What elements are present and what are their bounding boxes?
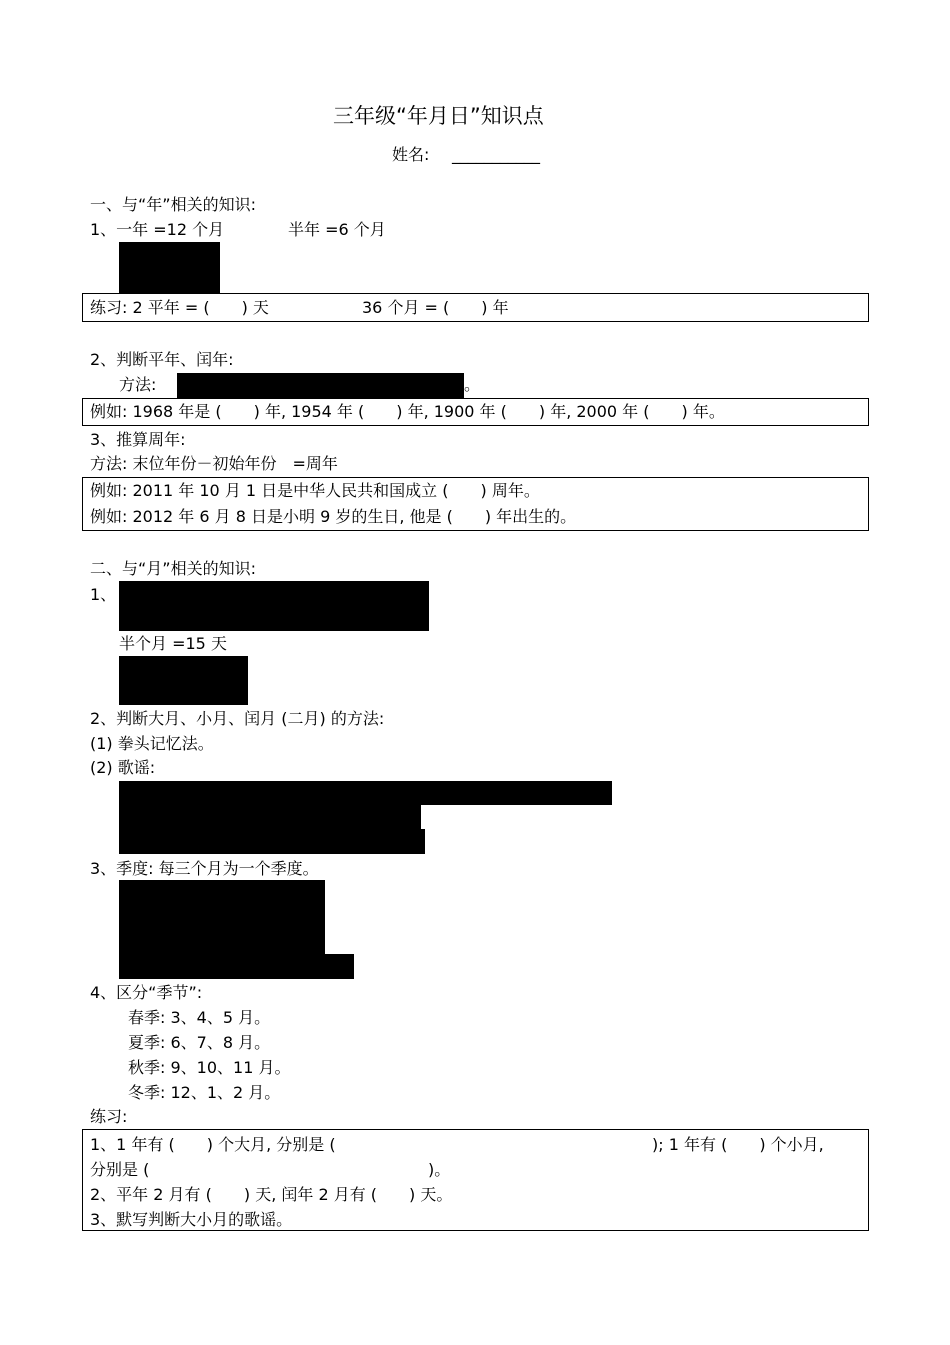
- year-months: 1、一年 =12 个月: [90, 220, 225, 239]
- redaction-block: [119, 805, 421, 829]
- redaction-block: [119, 880, 325, 954]
- section-1-heading: 一、与“年”相关的知识:: [90, 195, 256, 214]
- leap-method-label: 方法:: [119, 375, 157, 394]
- redaction-block: [119, 829, 425, 854]
- redaction-block: [119, 581, 429, 631]
- redaction-block: [119, 954, 354, 979]
- quarter-heading: 3、季度: 每三个月为一个季度。: [90, 859, 319, 878]
- practice-q2: 2、平年 2 月有 ( ) 天, 闰年 2 月有 ( ) 天。: [90, 1185, 453, 1204]
- season-winter: 冬季: 12、1、2 月。: [128, 1083, 281, 1102]
- leap-year-heading: 2、判断平年、闰年:: [90, 350, 234, 369]
- anniversary-example-1: 例如: 2011 年 10 月 1 日是中华人民共和国成立 ( ) 周年。: [90, 481, 540, 500]
- season-spring: 春季: 3、4、5 月。: [128, 1008, 271, 1027]
- anniversary-example-2: 例如: 2012 年 6 月 8 日是小明 9 岁的生日, 他是 ( ) 年出生的。: [90, 507, 577, 526]
- leap-example: 例如: 1968 年是 ( ) 年, 1954 年 ( ) 年, 1900 年 ( ) 年, 2000 年 ( ) 年。: [90, 402, 725, 421]
- season-heading: 4、区分“季节”:: [90, 983, 203, 1002]
- rhyme-method: (2) 歌谣:: [90, 758, 156, 777]
- practice-q1-c: 分别是 (: [90, 1160, 150, 1179]
- name-blank: ___________: [452, 145, 540, 164]
- name-label: 姓名:: [392, 145, 430, 164]
- practice-label: 练习:: [90, 1107, 128, 1126]
- practice-q1-b: ); 1 年有 ( ) 个小月,: [652, 1135, 824, 1154]
- practice-years: 36 个月 = ( ) 年: [362, 298, 509, 317]
- redaction-block: [177, 373, 464, 398]
- practice-q1-a: 1、1 年有 ( ) 个大月, 分别是 (: [90, 1135, 336, 1154]
- half-month-days: 半个月 =15 天: [119, 634, 227, 653]
- anniversary-method: 方法: 末位年份－初始年份 =周年: [90, 454, 338, 473]
- anniversary-heading: 3、推算周年:: [90, 430, 186, 449]
- season-autumn: 秋季: 9、10、11 月。: [128, 1058, 291, 1077]
- month-type-heading: 2、判断大月、小月、闰月 (二月) 的方法:: [90, 709, 385, 728]
- page-title: 三年级“年月日”知识点: [333, 104, 544, 128]
- practice-q1-d: )。: [428, 1160, 451, 1179]
- half-year-months: 半年 =6 个月: [288, 220, 386, 239]
- redaction-block: [119, 242, 220, 293]
- practice-q3: 3、默写判断大小月的歌谣。: [90, 1210, 293, 1229]
- season-summer: 夏季: 6、7、8 月。: [128, 1033, 271, 1052]
- redaction-block: [119, 656, 248, 705]
- practice-days: 练习: 2 平年 = ( ) 天: [90, 298, 269, 317]
- month-item-1-num: 1、: [90, 585, 117, 604]
- fist-method: (1) 拳头记忆法。: [90, 734, 214, 753]
- redaction-block: [119, 781, 612, 805]
- leap-method-end: 。: [464, 375, 481, 394]
- section-2-heading: 二、与“月”相关的知识:: [90, 559, 256, 578]
